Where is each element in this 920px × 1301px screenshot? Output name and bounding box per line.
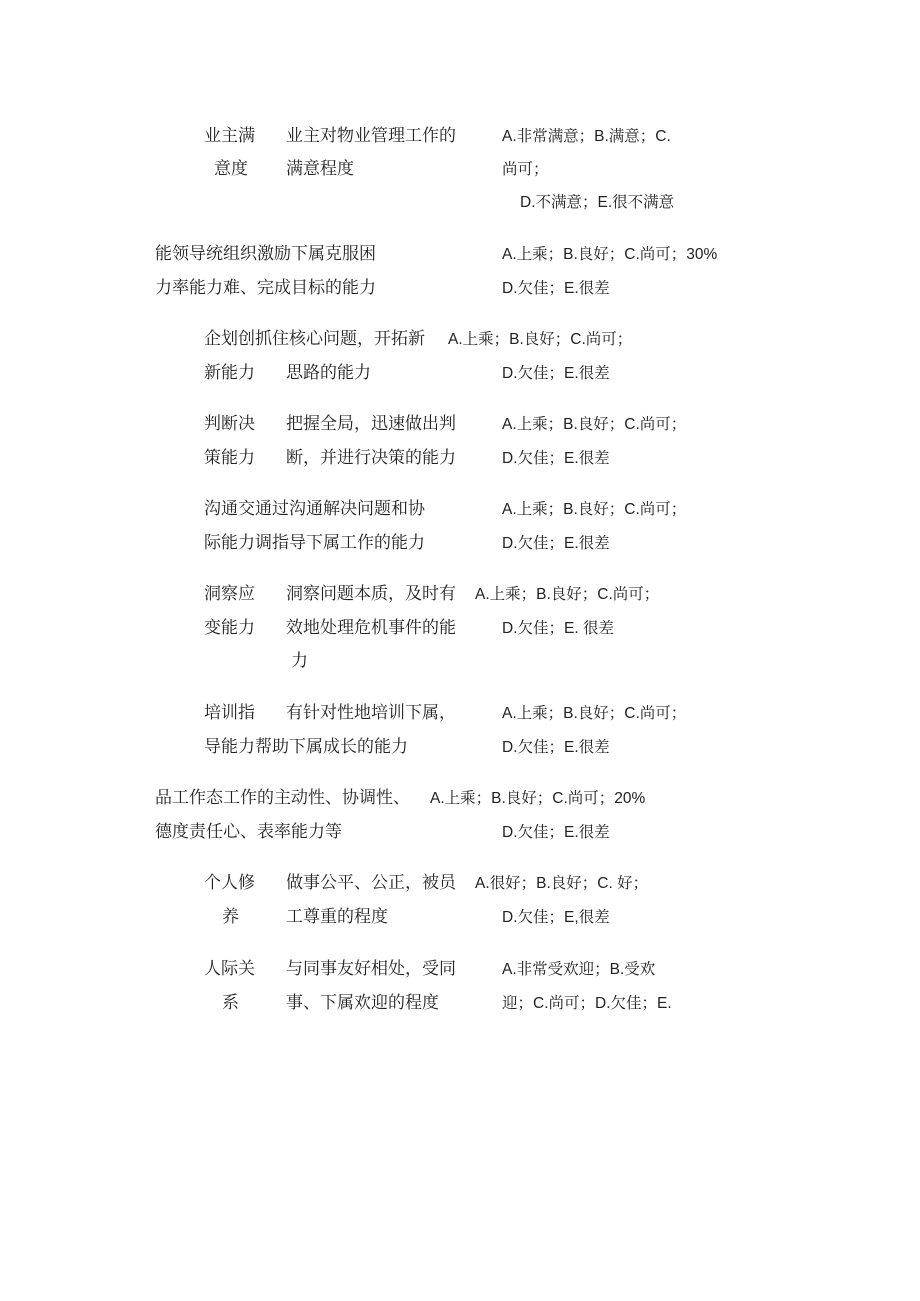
item-options-line1: A.上乘；B.良好；C.尚可； bbox=[502, 501, 687, 518]
item-text-line2: 力率能力难、完成目标的能力 bbox=[155, 278, 376, 298]
item-options-line2: D.欠佳；E. 很差 bbox=[502, 620, 614, 637]
item-desc-line2: 事、下属欢迎的程度 bbox=[286, 993, 439, 1013]
item-name-line1: 人际关 bbox=[204, 959, 255, 979]
item-desc-line1: 把握全局，迅速做出判 bbox=[286, 414, 456, 434]
item-name-line2: 养 bbox=[222, 907, 239, 927]
item-options-line1: A.非常受欢迎；B.受欢 bbox=[502, 961, 656, 978]
item-desc-line1: 洞察问题本质，及时有 bbox=[286, 584, 456, 604]
item-options-line1: A.上乘；B.良好；C.尚可； bbox=[448, 331, 633, 348]
item-options-line2: D.欠佳；E.很差 bbox=[502, 280, 610, 297]
item-options-line1: A.上乘；B.良好；C.尚可； bbox=[475, 586, 660, 603]
item-options-line2: D.欠佳；E.很差 bbox=[502, 535, 610, 552]
item-text-line1: 品工作态工作的主动性、协调性、 bbox=[155, 788, 410, 808]
item-name-line2: 系 bbox=[222, 993, 239, 1013]
item-options-line2: 迎；C.尚可；D.欠佳；E. bbox=[502, 995, 672, 1012]
item-desc-line1: 与同事友好相处，受同 bbox=[286, 959, 456, 979]
item-name-line1: 业主满 bbox=[204, 126, 255, 146]
item-name-line2: 新能力 bbox=[204, 363, 255, 383]
item-desc-line2: 工尊重的程度 bbox=[286, 907, 388, 927]
item-desc-line2: 满意程度 bbox=[286, 159, 354, 179]
item-text-line1: 能领导统组织激励下属克服困 bbox=[155, 244, 376, 264]
item-options-line1: A.非常满意；B.满意；C. bbox=[502, 128, 671, 145]
item-options-line1: A.上乘；B.良好；C.尚可； bbox=[502, 705, 687, 722]
item-desc-line1: 做事公平、公正，被员 bbox=[286, 873, 456, 893]
item-options-line1: A.上乘；B.良好；C.尚可； bbox=[502, 416, 687, 433]
item-name-line2: 变能力 bbox=[204, 618, 255, 638]
item-name-line1: 洞察应 bbox=[204, 584, 255, 604]
item-name-line2: 策能力 bbox=[204, 448, 255, 468]
item-desc-line2: 效地处理危机事件的能 bbox=[286, 618, 456, 638]
item-options-line2: 尚可； bbox=[502, 161, 549, 178]
item-options-line1: A.上乘；B.良好；C.尚可；20% bbox=[430, 790, 646, 807]
item-desc-line1: 有针对性地培训下属， bbox=[286, 703, 456, 723]
item-text-line1: 企划创抓住核心问题，开拓新 bbox=[204, 329, 425, 349]
item-name-line2: 意度 bbox=[214, 159, 248, 179]
item-desc-line2: 断，并进行决策的能力 bbox=[286, 448, 456, 468]
item-options-line2: D.欠佳；E.很差 bbox=[502, 450, 610, 467]
item-options-line2: D.欠佳；E.很差 bbox=[502, 365, 610, 382]
item-text-line2: 际能力调指导下属工作的能力 bbox=[204, 533, 425, 553]
item-name-line1: 培训指 bbox=[204, 703, 255, 723]
item-options-line1: A.很好；B.良好；C. 好； bbox=[475, 875, 649, 892]
item-text-line2: 导能力帮助下属成长的能力 bbox=[204, 737, 408, 757]
item-desc-line3: 力 bbox=[291, 651, 308, 671]
item-desc-line2: 思路的能力 bbox=[286, 363, 371, 383]
item-text-line2: 德度责任心、表率能力等 bbox=[155, 822, 342, 842]
item-desc-line1: 业主对物业管理工作的 bbox=[286, 126, 456, 146]
item-text-line1: 沟通交通过沟通解决问题和协 bbox=[204, 499, 425, 519]
item-options-line2: D.欠佳；E.很差 bbox=[502, 824, 610, 841]
item-options-line3: D.不满意；E.很不满意 bbox=[520, 194, 675, 211]
item-name-line1: 判断决 bbox=[204, 414, 255, 434]
item-name-line1: 个人修 bbox=[204, 873, 255, 893]
item-options-line2: D.欠佳；E,很差 bbox=[502, 909, 610, 926]
item-options-line1: A.上乘；B.良好；C.尚可；30% bbox=[502, 246, 718, 263]
item-options-line2: D.欠佳；E.很差 bbox=[502, 739, 610, 756]
